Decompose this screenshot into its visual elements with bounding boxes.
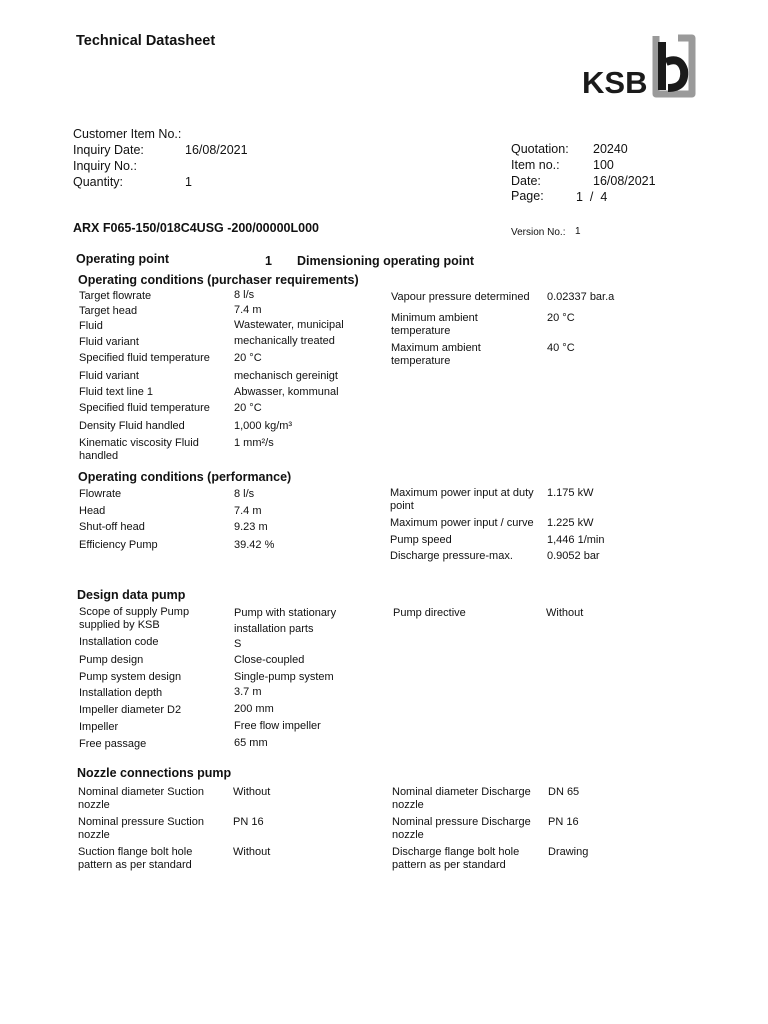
field-value: DN 65 <box>548 786 580 798</box>
header-label-inquiry-no: Inquiry No.: <box>73 159 137 173</box>
field-label: Pump design <box>79 654 144 666</box>
ksb-logo-text: KSB <box>582 65 648 98</box>
header-value-inquiry-date: 16/08/2021 <box>185 143 248 157</box>
field-label: Fluid variant <box>79 370 139 382</box>
field-label: Vapour pressure determined <box>391 291 530 303</box>
field-value: 65 mm <box>234 737 268 749</box>
field-label: Fluid text line 1 <box>79 386 153 398</box>
section-title-nozzle: Nozzle connections pump <box>77 766 232 780</box>
field-value: 0.02337 bar.a <box>547 291 615 303</box>
field-label: Nominal pressure Discharge nozzle <box>392 816 531 841</box>
header-value-page: 1 / 4 <box>576 190 608 204</box>
ksb-logo-mark <box>580 30 724 98</box>
field-value: 20 °C <box>234 352 262 364</box>
field-label: Installation code <box>79 636 159 648</box>
field-value: Drawing <box>548 846 589 858</box>
field-value: 20 °C <box>234 402 262 414</box>
field-label: Kinematic viscosity Fluid handled <box>79 437 199 462</box>
ksb-logo <box>580 30 724 98</box>
field-label: Maximum power input / curve <box>390 517 534 529</box>
field-label: Impeller diameter D2 <box>79 704 182 716</box>
field-value: 39.42 % <box>234 539 275 551</box>
field-value: 7.4 m <box>234 304 262 316</box>
field-label: Suction flange bolt hole pattern as per standard <box>78 846 193 871</box>
field-value: Without <box>546 607 584 619</box>
header-value-item-no: 100 <box>593 158 614 172</box>
header-label-page: Page: <box>511 189 544 203</box>
field-value: Pump with stationary installation parts <box>234 607 337 635</box>
field-value: Without <box>233 846 271 858</box>
version-label: Version No.: <box>511 227 566 238</box>
field-label: Specified fluid temperature <box>79 352 210 364</box>
header-label-item-no: Item no.: <box>511 158 560 172</box>
field-label: Specified fluid temperature <box>79 402 210 414</box>
operating-point-label: Operating point <box>76 252 170 266</box>
field-value: 8 l/s <box>234 488 255 500</box>
field-value: 0.9052 bar <box>547 550 600 562</box>
field-value: Without <box>233 786 271 798</box>
header-label-customer-item: Customer Item No.: <box>73 127 182 141</box>
header-value-quantity: 1 <box>185 175 192 189</box>
field-value: 1.225 kW <box>547 517 594 529</box>
field-label: Nominal pressure Suction nozzle <box>78 816 204 841</box>
field-label: Scope of supply Pump supplied by KSB <box>79 606 190 631</box>
field-value: PN 16 <box>548 816 579 828</box>
field-value: 1.175 kW <box>547 487 594 499</box>
field-label: Density Fluid handled <box>79 420 185 432</box>
field-value: Single-pump system <box>234 671 334 683</box>
field-value: 1,000 kg/m³ <box>234 420 293 432</box>
product-code: ARX F065-150/018C4USG -200/00000L000 <box>73 221 319 235</box>
field-value: PN 16 <box>233 816 264 828</box>
field-label: Maximum ambient temperature <box>391 342 481 367</box>
field-value: mechanisch gereinigt <box>234 370 338 382</box>
field-label: Pump speed <box>390 534 452 546</box>
field-label: Impeller <box>79 721 119 733</box>
field-value: S <box>234 638 242 650</box>
field-value: Close-coupled <box>234 654 305 666</box>
field-label: Fluid variant <box>79 336 139 348</box>
field-value: 20 °C <box>547 312 575 324</box>
header-label-date: Date: <box>511 174 541 188</box>
field-value: Free flow impeller <box>234 720 321 732</box>
field-label: Maximum power input at duty point <box>390 487 534 512</box>
version-value: 1 <box>575 226 581 237</box>
field-label: Pump directive <box>393 607 466 619</box>
field-label: Discharge pressure-max. <box>390 550 513 562</box>
field-label: Minimum ambient temperature <box>391 312 478 337</box>
field-value: 200 mm <box>234 703 274 715</box>
field-label: Pump system design <box>79 671 182 683</box>
field-value: 8 l/s <box>234 289 255 301</box>
header-label-quantity: Quantity: <box>73 175 124 189</box>
field-label: Nominal diameter Discharge nozzle <box>392 786 531 811</box>
section-title-performance: Operating conditions (performance) <box>78 470 292 484</box>
header-value-quotation: 20240 <box>593 142 628 156</box>
field-label: Target flowrate <box>79 290 152 302</box>
field-label: Target head <box>79 305 138 317</box>
header-label-quotation: Quotation: <box>511 142 569 156</box>
document-title: Technical Datasheet <box>76 33 216 49</box>
header-label-inquiry-date: Inquiry Date: <box>73 143 144 157</box>
field-label: Fluid <box>79 320 103 332</box>
header-value-date: 16/08/2021 <box>593 174 656 188</box>
field-value: 7.4 m <box>234 505 262 517</box>
field-label: Free passage <box>79 738 147 750</box>
field-label: Installation depth <box>79 687 163 699</box>
field-value: 9.23 m <box>234 521 268 533</box>
field-label: Head <box>79 505 106 517</box>
field-label: Shut-off head <box>79 521 145 533</box>
field-value: Wastewater, municipal <box>234 319 344 331</box>
field-value: 1,446 1/min <box>547 534 605 546</box>
field-value: 1 mm²/s <box>234 437 274 449</box>
field-label: Flowrate <box>79 488 122 500</box>
operating-point-description: Dimensioning operating point <box>297 254 475 268</box>
section-title-design: Design data pump <box>77 588 186 602</box>
field-value: Abwasser, kommunal <box>234 386 339 398</box>
field-label: Nominal diameter Suction nozzle <box>78 786 204 811</box>
field-label: Discharge flange bolt hole pattern as per standard <box>392 846 520 871</box>
field-label: Efficiency Pump <box>79 539 158 551</box>
field-value: mechanically treated <box>234 335 335 347</box>
field-value: 3.7 m <box>234 686 262 698</box>
section-title-purchaser: Operating conditions (purchaser requirements) <box>78 273 359 287</box>
operating-point-number: 1 <box>265 254 272 268</box>
field-value: 40 °C <box>547 342 575 354</box>
